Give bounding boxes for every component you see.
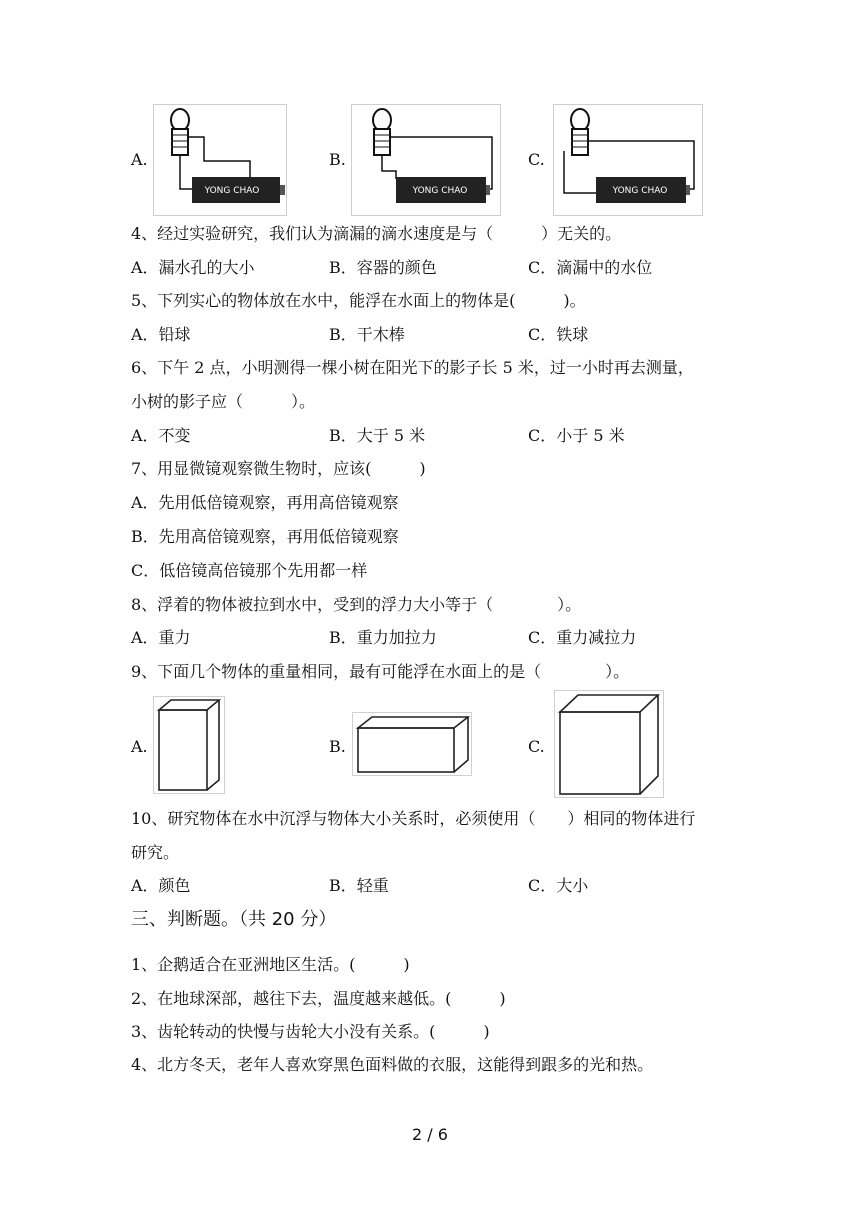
question-9-option-b-label[interactable]: B. [329, 737, 346, 756]
judgment-item-2: 2、在地球深部，越往下去，温度越来越低。( ) [131, 989, 506, 1008]
circuit-option-a-label: A. [131, 150, 148, 169]
circuit-option-b-label: B. [329, 150, 346, 169]
question-10-option-c[interactable]: C．大小 [528, 876, 589, 895]
circuit-diagram-a [153, 104, 287, 216]
question-8-option-b[interactable]: B．重力加拉力 [329, 628, 437, 647]
circuit-option-c-label: C. [528, 150, 545, 169]
question-4-option-c[interactable]: C．滴漏中的水位 [528, 258, 653, 277]
question-8-option-a[interactable]: A．重力 [131, 628, 191, 647]
battery-label-b: YONG CHAO [412, 186, 468, 196]
question-7-option-b[interactable]: B．先用高倍镜观察，再用低倍镜观察 [131, 527, 399, 546]
question-6-option-b[interactable]: B．大于 5 米 [329, 426, 426, 445]
question-9-stem: 9、下面几个物体的重量相同，最有可能浮在水面上的是（ ）。 [131, 662, 630, 681]
question-10-option-a[interactable]: A．颜色 [131, 876, 191, 895]
battery-label-a: YONG CHAO [204, 186, 260, 196]
battery-label-c: YONG CHAO [612, 186, 668, 196]
question-5-option-c[interactable]: C．铁球 [528, 325, 589, 344]
question-4-stem: 4、经过实验研究，我们认为滴漏的滴水速度是与（ ）无关的。 [131, 224, 622, 243]
box-figure-b [352, 712, 472, 780]
section-3-title: 三、判断题。（共 20 分） [131, 909, 337, 930]
question-5-option-a[interactable]: A．铅球 [131, 325, 191, 344]
question-7-option-c[interactable]: C．低倍镜高倍镜那个先用都一样 [131, 561, 368, 580]
question-7-stem: 7、用显微镜观察微生物时，应该( ) [131, 459, 426, 478]
question-8-option-c[interactable]: C．重力减拉力 [528, 628, 637, 647]
question-9-option-c-label[interactable]: C. [528, 737, 545, 756]
question-6-stem-line2: 小树的影子应（ ）。 [131, 392, 316, 411]
question-6-stem-line1: 6、下午 2 点，小明测得一棵小树在阳光下的影子长 5 米，过一小时再去测量， [131, 358, 694, 377]
circuit-diagram-b [351, 104, 501, 216]
circuit-diagram-c [553, 104, 703, 216]
question-4-option-b[interactable]: B．容器的颜色 [329, 258, 437, 277]
page-number: 2 / 6 [412, 1125, 448, 1144]
question-10-stem-line2: 研究。 [131, 843, 180, 862]
question-6-option-a[interactable]: A．不变 [131, 426, 191, 445]
judgment-item-3: 3、齿轮转动的快慢与齿轮大小没有关系。( ) [131, 1022, 490, 1041]
question-5-stem: 5、下列实心的物体放在水中，能浮在水面上的物体是( )。 [131, 291, 586, 310]
judgment-item-1: 1、企鹅适合在亚洲地区生活。( ) [131, 955, 410, 974]
question-9-option-a-label[interactable]: A. [131, 737, 148, 756]
judgment-item-4: 4、北方冬天，老年人喜欢穿黑色面料做的衣服，这能得到跟多的光和热。 [131, 1055, 654, 1074]
question-10-option-b[interactable]: B．轻重 [329, 876, 389, 895]
box-figure-c [554, 690, 664, 802]
question-5-option-b[interactable]: B．干木棒 [329, 325, 405, 344]
box-figure-a [153, 696, 225, 798]
question-7-option-a[interactable]: A．先用低倍镜观察，再用高倍镜观察 [131, 493, 399, 512]
question-10-stem-line1: 10、研究物体在水中沉浮与物体大小关系时，必须使用（ ）相同的物体进行 [131, 809, 696, 828]
question-4-option-a[interactable]: A．漏水孔的大小 [131, 258, 255, 277]
question-8-stem: 8、浮着的物体被拉到水中，受到的浮力大小等于（ ）。 [131, 595, 582, 614]
question-6-option-c[interactable]: C．小于 5 米 [528, 426, 625, 445]
